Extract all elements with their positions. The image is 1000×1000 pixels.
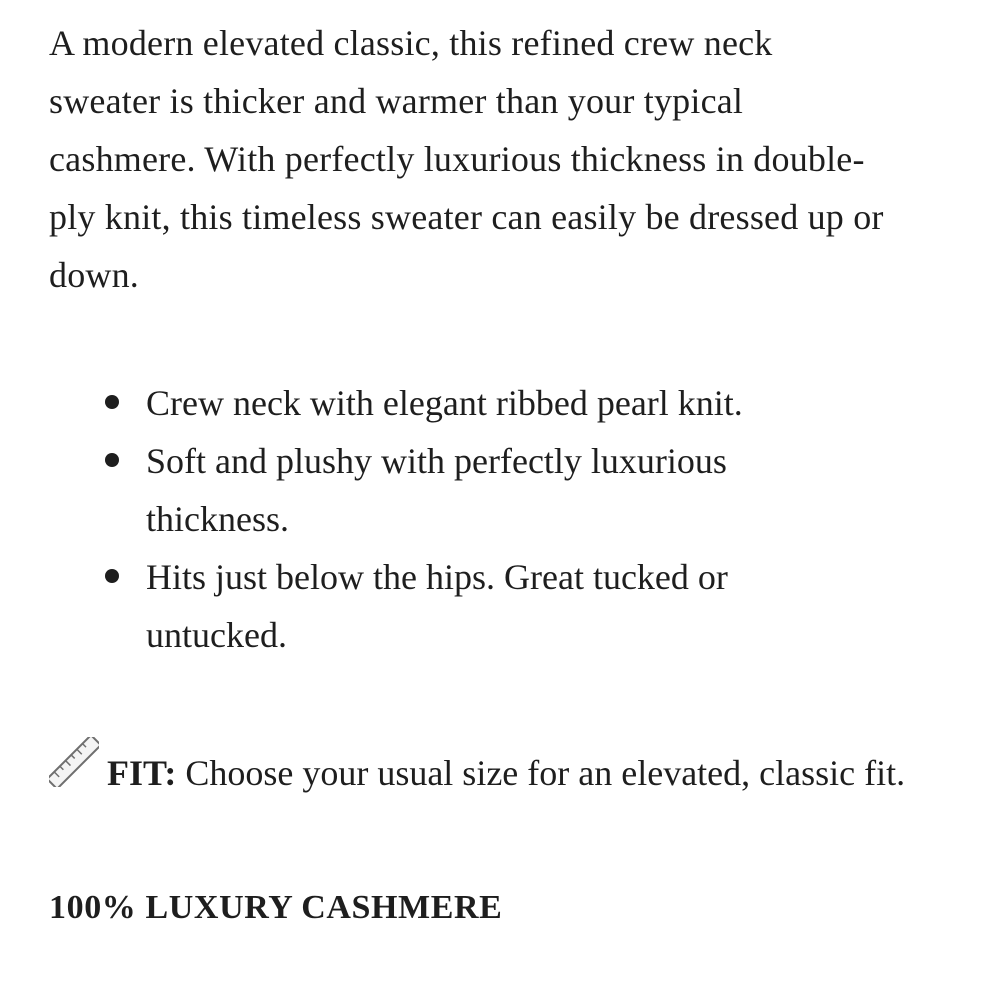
bullet-icon (105, 395, 119, 409)
product-details (49, 0, 949, 937)
list-item (146, 432, 866, 548)
feature-text: Crew neck with elegant ribbed pearl knit. (146, 383, 743, 423)
fit-note (49, 737, 949, 802)
feature-text: Soft and plushy with perfectly luxurious thickness. (146, 441, 727, 539)
list-item (146, 374, 866, 432)
material-label: 100% LUXURY CASHMERE (49, 889, 503, 926)
fit-label: FIT: (107, 753, 177, 793)
fit-text: Choose your usual size for an elevated, classic fit. (176, 753, 906, 793)
bullet-icon (105, 569, 119, 583)
feature-list (49, 374, 866, 664)
feature-text: Hits just below the hips. Great tucked or untucked. (146, 557, 728, 655)
ruler-icon (49, 737, 99, 787)
product-description: A modern elevated classic, this refined crew neck sweater is thicker and warmer than your typical cashmere. With perfectly luxurious thickness in double-ply knit, this timeless sweater can easily be dressed up or down. (49, 23, 884, 295)
bullet-icon (105, 453, 119, 467)
list-item (146, 548, 866, 664)
